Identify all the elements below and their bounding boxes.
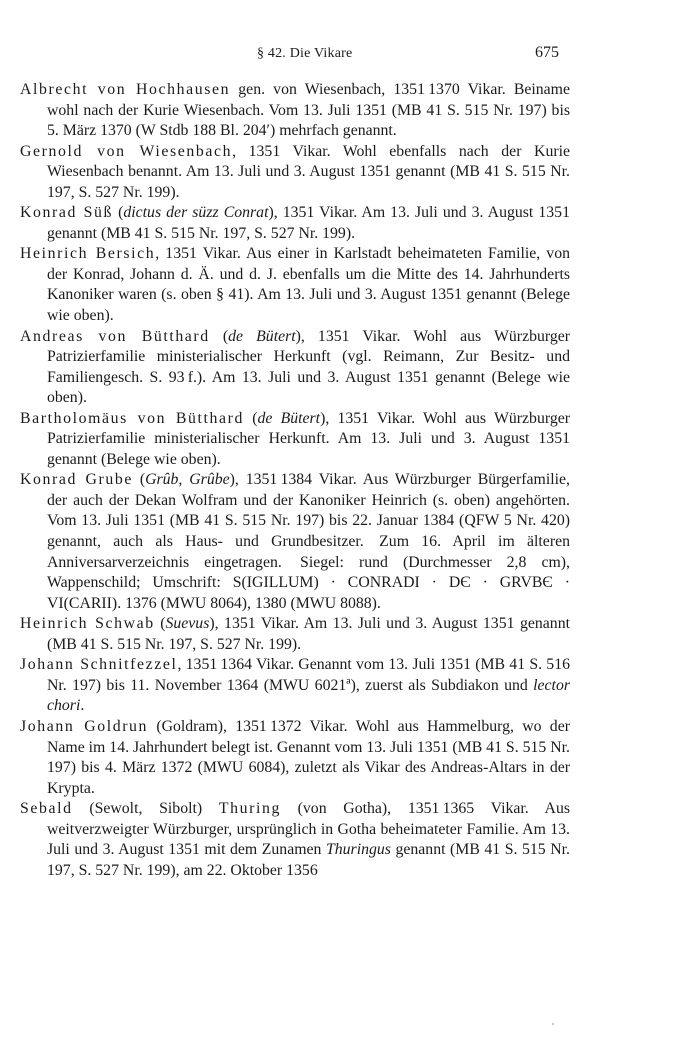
entry-latin-name: dictus der süzz Conrat xyxy=(123,204,269,222)
entry-name: Gernold von Wiesenbach xyxy=(20,142,233,160)
entry-latin-name: Grûb, Grûbe xyxy=(145,471,230,489)
entry-latin-name: de Bütert xyxy=(257,409,321,427)
page-mark xyxy=(552,1023,554,1025)
entry-sebald-thuring xyxy=(20,799,570,881)
entry-andreas-von-buetthard xyxy=(20,327,570,409)
entry-text: , 1351 1364 Vikar. Genannt vom 13. Juli 1351 (MB 41 S. 516 Nr. 197) bis 11. November 1364 (MWU 6021ª), zuerst als Subdiakon und xyxy=(47,656,571,694)
entry-gernold-von-wiesenbach xyxy=(20,142,570,204)
entry-text: (von Gotha), 1351 1365 Vikar. Aus weitverzweigter Würzburger, ursprünglich in Gotha beheimateter Familie. Am 13. Juli und 3. August 1351 mit dem Zunamen xyxy=(47,800,570,859)
entry-name: Konrad Grube xyxy=(20,471,133,489)
entry-text: ( xyxy=(132,471,146,489)
running-header xyxy=(0,44,700,68)
entry-text: ), 1351 Vikar. Am 13. Juli und 3. August 1351 genannt (MB 41 S. 515 Nr. 197, S. 527 Nr. 199). xyxy=(47,615,570,653)
entry-name: Andreas von Bütthard xyxy=(20,327,210,345)
entry-konrad-suess xyxy=(20,203,570,244)
entry-list xyxy=(20,80,570,881)
entry-latin-term: lector chori xyxy=(47,676,570,715)
entry-text: ( xyxy=(244,409,258,427)
entry-johann-schnitfezzel xyxy=(20,655,570,717)
entry-konrad-grube xyxy=(20,470,570,614)
entry-latin-name: de Bütert xyxy=(228,327,296,345)
entry-variant-names: (Sewolt, Sibolt) xyxy=(72,800,219,818)
entry-text: , 1351 Vikar. Wohl ebenfalls nach der Kurie Wiesenbach benannt. Am 13. Juli und 3. August 1351 genannt (MB 41 S. 515 Nr. 197, S. 527 Nr. 199). xyxy=(47,142,570,201)
entry-text: , 1351 Vikar. Aus einer in Karlstadt beheimateten Familie, von der Konrad, Johann d. Ä. und d. J. ebenfalls um die Mitte des 14. Jahrhunderts Kanoniker waren (s. oben § 41). Am 13. Juli und 3. August 1351 genannt (Belege wie oben). xyxy=(47,245,570,325)
entry-name: Johann Schnitfezzel xyxy=(20,656,178,674)
entry-latin-name: Thuringus xyxy=(325,841,391,859)
entry-johann-goldrun xyxy=(20,717,570,799)
entry-name: Heinrich Bersich xyxy=(20,245,156,263)
entry-heinrich-bersich xyxy=(20,244,570,326)
entry-text: ( xyxy=(113,204,124,222)
entry-latin-name: Suevus xyxy=(165,615,210,633)
entry-text: (Goldram), 1351 1372 Vikar. Wohl aus Hammelburg, wo der Name im 14. Jahrhundert belegt ist. Genannt vom 13. Juli 1351 (MB 41 S. 515 Nr. 197) bis 4. März 1372 (MWU 6084), zuletzt als Vikar des Andreas-Altars in der Krypta. xyxy=(47,717,571,797)
page-number: 675 xyxy=(535,44,559,61)
entry-text: ), 1351 1384 Vikar. Aus Würzburger Bürgerfamilie, der auch der Dekan Wolfram und der Kanoniker Heinrich (s. oben) angehörten. Vom 13. Juli 1351 (MB 41 S. 515 Nr. 197) bis 22. Januar 1384 (QFW 5 Nr. 420) genannt, auch als Haus- und Grundbesitzer. Zum 16. April im älteren Anniversarverzeichnis eingetragen. Siegel: rund (Durchmesser 2,8 cm), Wappenschild; Umschrift: S(IGILLUM) · CONRADI · DЄ · GRVBЄ · VI(CARII). 1376 (MWU 8064), 1380 (MWU 8088). xyxy=(47,471,570,612)
entry-text: ), 1351 Vikar. Wohl aus Würzburger Patrizierfamilie ministerialischer Herkunft (vgl. Reimann, Zur Besitz- und Familiengesch. S. 93 f.). Am 13. Juli und 3. August 1351 genannt (Belege wie oben). xyxy=(47,327,571,407)
entry-text: . xyxy=(80,697,85,715)
entry-name: Johann Goldrun xyxy=(20,717,149,735)
entry-name: Bartholomäus von Bütthard xyxy=(20,409,244,427)
entry-bartholomaeus-von-buetthard xyxy=(20,409,570,471)
entry-text: ), 1351 Vikar. Am 13. Juli und 3. August 1351 genannt (MB 41 S. 515 Nr. 197, S. 527 Nr. 199). xyxy=(47,204,570,242)
entry-name: Heinrich Schwab xyxy=(20,615,155,633)
entry-text: ), 1351 Vikar. Wohl aus Würzburger Patrizierfamilie ministerialischer Herkunft. Am 13. Juli und 3. August 1351 genannt (Belege wie oben). xyxy=(47,409,570,468)
entry-text: ( xyxy=(209,327,229,345)
entry-albrecht-von-hochhausen xyxy=(20,80,570,142)
entry-surname: Thuring xyxy=(218,800,281,818)
entry-name: Sebald xyxy=(20,800,73,818)
entry-name: Konrad Süß xyxy=(20,204,114,222)
entry-heinrich-schwab xyxy=(20,614,570,655)
entry-text: ( xyxy=(154,615,166,633)
entry-text: gen. von Wiesenbach, 1351 1370 Vikar. Beiname wohl nach der Kurie Wiesenbach. Vom 13. Juli 1351 (MB 41 S. 515 Nr. 197) bis 5. März 1370 (W Stdb 188 Bl. 204′) mehrfach genannt. xyxy=(47,81,570,140)
entry-text: genannt (MB 41 S. 515 Nr. 197, S. 527 Nr. 199), am 22. Oktober 1356 xyxy=(47,841,570,879)
running-title: § 42. Die Vikare xyxy=(257,46,353,61)
entry-name: Albrecht von Hochhausen xyxy=(20,81,231,98)
